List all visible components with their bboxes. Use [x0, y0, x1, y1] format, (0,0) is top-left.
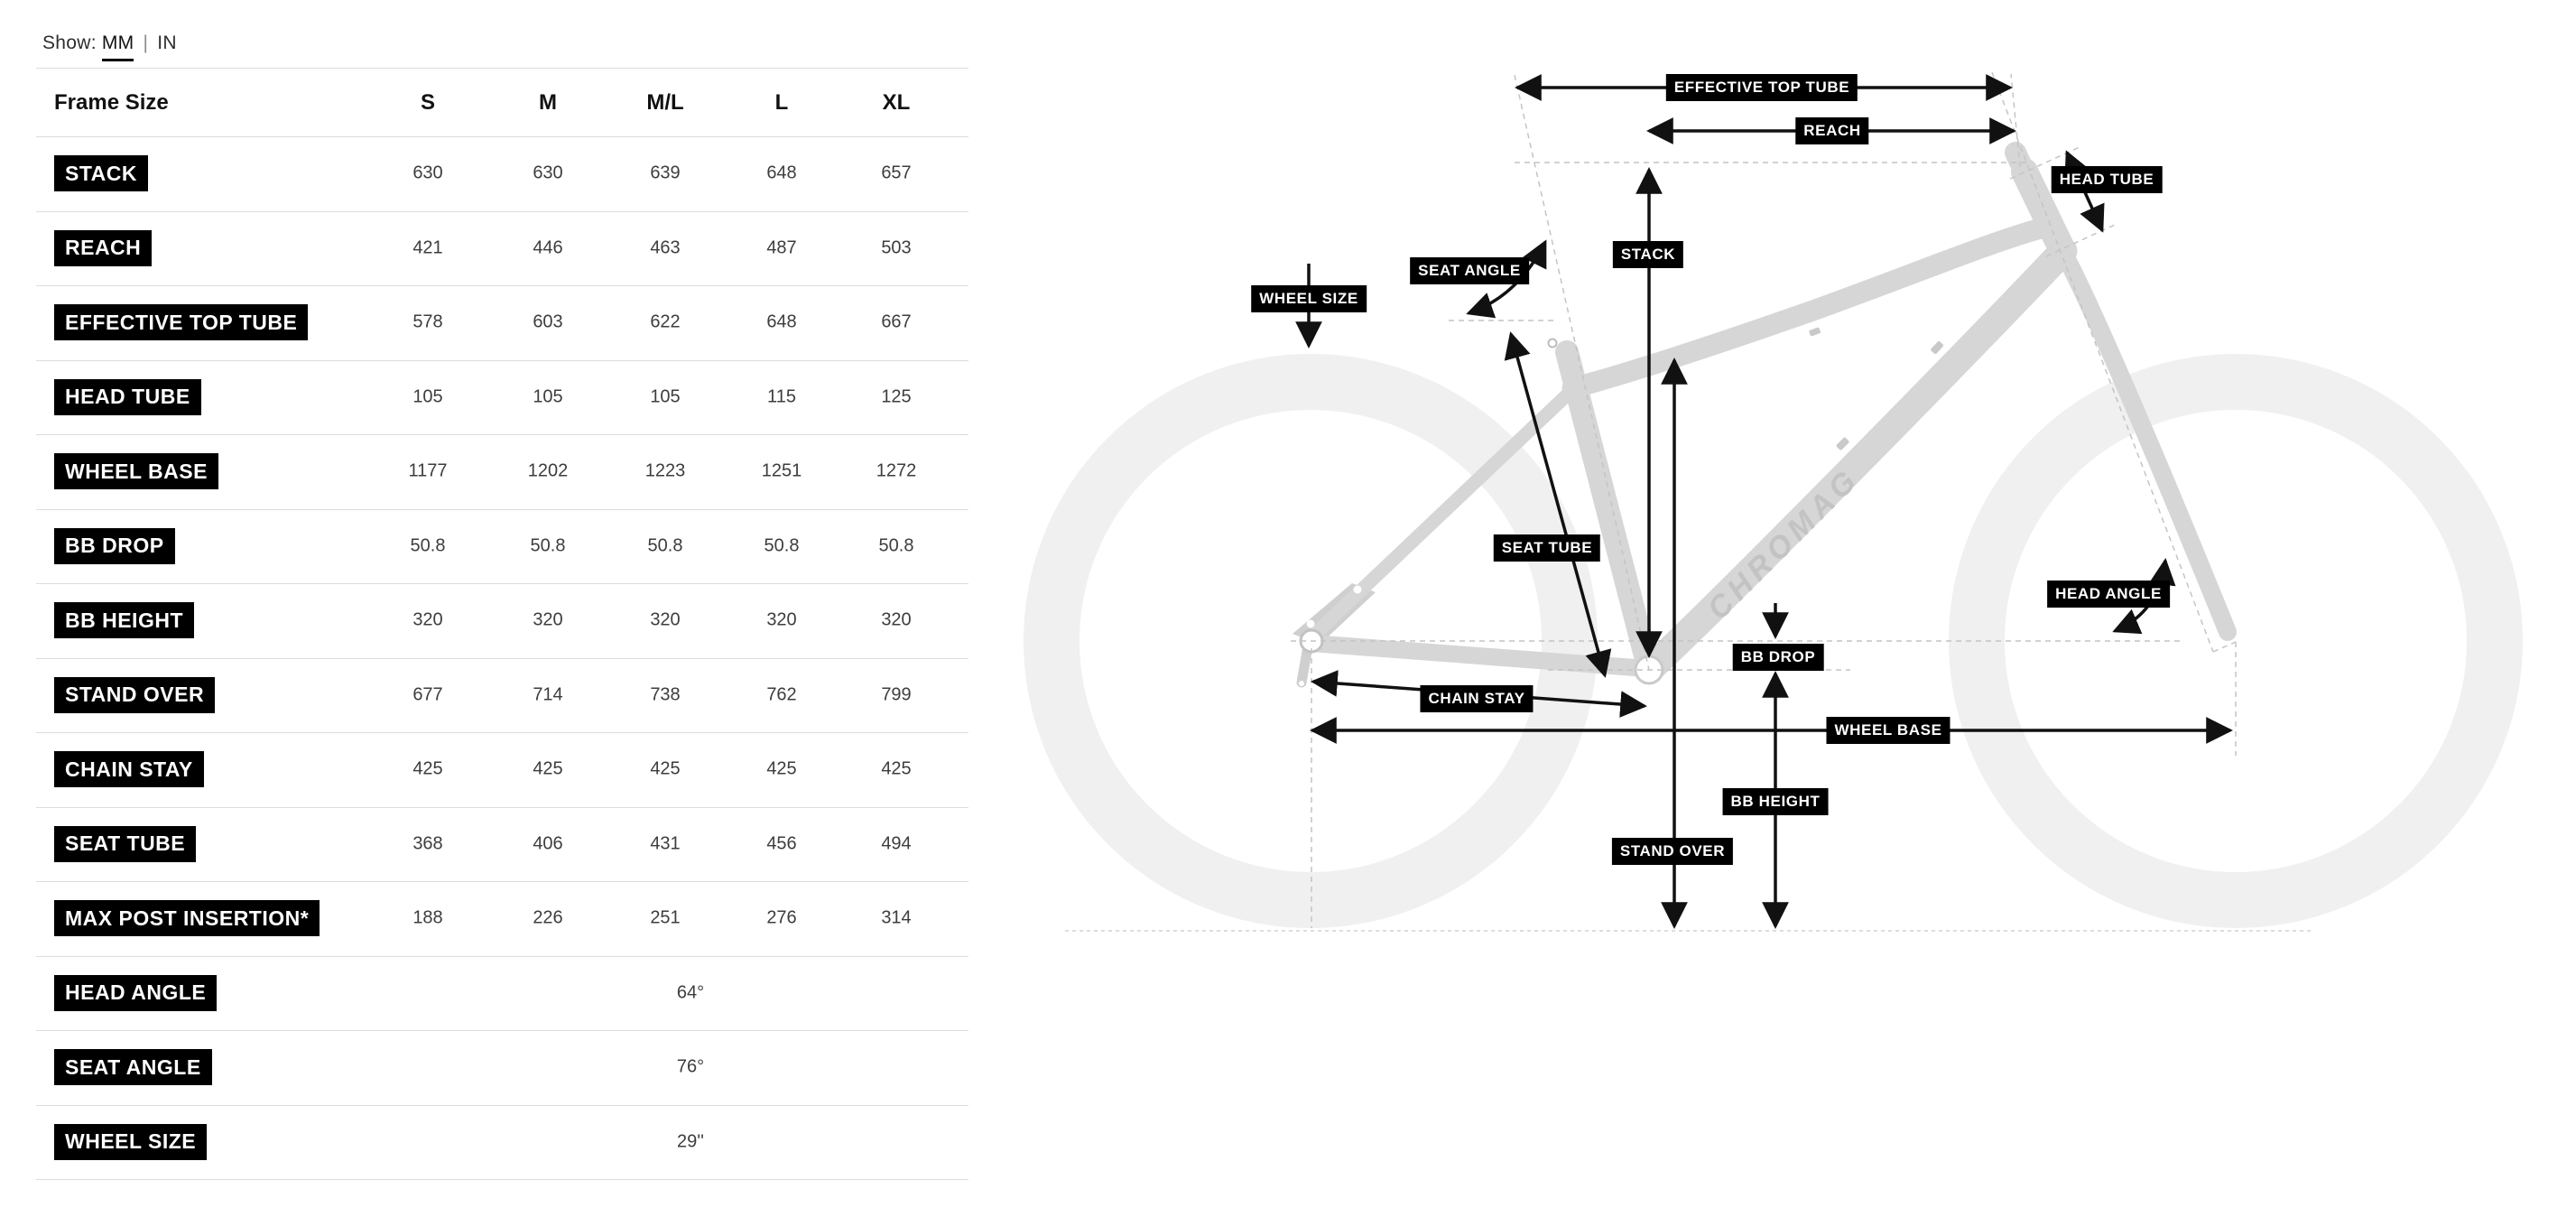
- geo-table-header: [36, 69, 968, 137]
- row-label-pill: HEAD ANGLE: [54, 975, 217, 1011]
- cell-value: 738: [650, 684, 681, 705]
- row-label-pill: BB HEIGHT: [54, 602, 194, 638]
- cell-value: 105: [650, 386, 681, 407]
- cell-value: 76°: [676, 1056, 705, 1077]
- bike-diagram-svg: [993, 0, 2576, 1217]
- units-divider: |: [143, 33, 149, 53]
- label-stand-over: STAND OVER: [1612, 838, 1733, 865]
- label-wheel-size: WHEEL SIZE: [1251, 285, 1367, 312]
- cell-value: 425: [881, 758, 912, 779]
- cell-value: 276: [766, 907, 797, 928]
- cell-value: 50.8: [647, 535, 683, 556]
- cell-value: 425: [766, 758, 797, 779]
- cell-value: 714: [533, 684, 563, 705]
- column-header: L: [774, 89, 789, 115]
- construction-lines: [1065, 72, 2311, 931]
- cell-value: 463: [650, 237, 681, 258]
- label-bb-height: BB HEIGHT: [1723, 788, 1829, 815]
- cell-value: 115: [767, 386, 796, 407]
- table-row: [36, 583, 968, 659]
- cell-value: 406: [533, 833, 563, 854]
- table-row: [36, 732, 968, 808]
- cell-value: 29'': [677, 1131, 704, 1152]
- label-effective-top-tube: EFFECTIVE TOP TUBE: [1666, 74, 1858, 101]
- row-label-pill: WHEEL BASE: [54, 453, 218, 489]
- cell-value: 446: [533, 237, 563, 258]
- cell-value: 578: [412, 311, 443, 332]
- geometry-diagram: [993, 0, 2576, 1217]
- brand-logo: CHROMAG: [1700, 460, 1867, 627]
- cell-value: 125: [881, 386, 912, 407]
- table-row: [36, 285, 968, 361]
- table-row: [36, 434, 968, 510]
- column-header: XL: [882, 89, 911, 115]
- seat-clamp-bolt: [1549, 339, 1557, 348]
- frame-size-header: Frame Size: [54, 89, 169, 115]
- cell-value: 1177: [408, 460, 448, 481]
- column-header: M/L: [646, 89, 684, 115]
- cell-value: 503: [881, 237, 912, 258]
- cell-value: 425: [412, 758, 443, 779]
- table-row: [36, 509, 968, 585]
- label-chain-stay: CHAIN STAY: [1420, 685, 1533, 712]
- column-header: M: [539, 89, 557, 115]
- table-row: [36, 956, 968, 1032]
- cell-value: 494: [881, 833, 912, 854]
- cell-value: 1202: [527, 460, 569, 481]
- row-label-pill: WHEEL SIZE: [54, 1124, 207, 1160]
- cell-value: 105: [412, 386, 443, 407]
- cell-value: 639: [650, 163, 681, 183]
- row-label-pill: SEAT ANGLE: [54, 1049, 212, 1085]
- label-head-angle: HEAD ANGLE: [2047, 581, 2170, 608]
- table-row: [36, 360, 968, 436]
- cell-value: 622: [650, 311, 681, 332]
- label-seat-angle: SEAT ANGLE: [1410, 257, 1529, 284]
- row-label-pill: EFFECTIVE TOP TUBE: [54, 304, 308, 340]
- row-label-pill: SEAT TUBE: [54, 826, 196, 862]
- row-label-pill: STAND OVER: [54, 677, 215, 713]
- label-stack: STACK: [1613, 241, 1683, 268]
- cell-value: 50.8: [764, 535, 800, 556]
- cell-value: 226: [533, 907, 563, 928]
- cell-value: 1223: [644, 460, 686, 481]
- label-bb-drop: BB DROP: [1733, 644, 1824, 671]
- wheels: [1052, 382, 2495, 900]
- row-label-pill: STACK: [54, 155, 148, 191]
- table-row: [36, 1105, 968, 1181]
- cell-value: 50.8: [410, 535, 446, 556]
- cell-value: 188: [412, 907, 443, 928]
- row-label-pill: BB DROP: [54, 528, 175, 564]
- units-in-link[interactable]: IN: [157, 33, 177, 53]
- cell-value: 1272: [876, 460, 917, 481]
- cell-value: 50.8: [878, 535, 914, 556]
- cell-value: 314: [881, 907, 912, 928]
- cell-value: 456: [766, 833, 797, 854]
- cell-value: 648: [766, 311, 797, 332]
- row-label-pill: HEAD TUBE: [54, 379, 201, 415]
- cell-value: 487: [766, 237, 797, 258]
- cell-value: 105: [533, 386, 563, 407]
- cell-value: 630: [412, 163, 443, 183]
- table-row: [36, 136, 968, 212]
- cell-value: 667: [881, 311, 912, 332]
- cell-value: 368: [412, 833, 443, 854]
- label-wheel-base: WHEEL BASE: [1826, 717, 1950, 744]
- cell-value: 603: [533, 311, 563, 332]
- cell-value: 431: [650, 833, 681, 854]
- row-label-pill: REACH: [54, 230, 152, 266]
- row-label-pill: CHAIN STAY: [54, 751, 204, 787]
- cell-value: 421: [412, 237, 443, 258]
- cell-value: 1251: [761, 460, 802, 481]
- table-row: [36, 1030, 968, 1106]
- front-wheel: [1977, 382, 2495, 900]
- table-row: [36, 807, 968, 883]
- cell-value: 630: [533, 163, 563, 183]
- show-label: Show:: [42, 33, 97, 53]
- row-label-pill: MAX POST INSERTION*: [54, 900, 320, 936]
- cell-value: 320: [412, 609, 443, 630]
- column-header: S: [420, 89, 436, 115]
- cell-value: 64°: [676, 982, 705, 1003]
- label-reach: REACH: [1795, 117, 1868, 144]
- cell-value: 320: [766, 609, 797, 630]
- cell-value: 320: [533, 609, 563, 630]
- label-seat-tube: SEAT TUBE: [1494, 534, 1600, 562]
- cell-value: 425: [533, 758, 563, 779]
- units-toggle: [42, 33, 177, 61]
- cell-value: 799: [881, 684, 912, 705]
- table-row: [36, 658, 968, 734]
- cell-value: 657: [881, 163, 912, 183]
- cell-value: 425: [650, 758, 681, 779]
- cell-value: 320: [881, 609, 912, 630]
- cell-value: 320: [650, 609, 681, 630]
- cell-value: 762: [766, 684, 797, 705]
- geometry-table: [36, 0, 968, 1217]
- table-row: [36, 881, 968, 957]
- units-mm-link[interactable]: MM: [102, 33, 134, 61]
- cell-value: 648: [766, 163, 797, 183]
- cell-value: 677: [412, 684, 443, 705]
- cell-value: 251: [650, 907, 681, 928]
- label-head-tube: HEAD TUBE: [2052, 166, 2163, 193]
- table-row: [36, 211, 968, 287]
- cell-value: 50.8: [530, 535, 566, 556]
